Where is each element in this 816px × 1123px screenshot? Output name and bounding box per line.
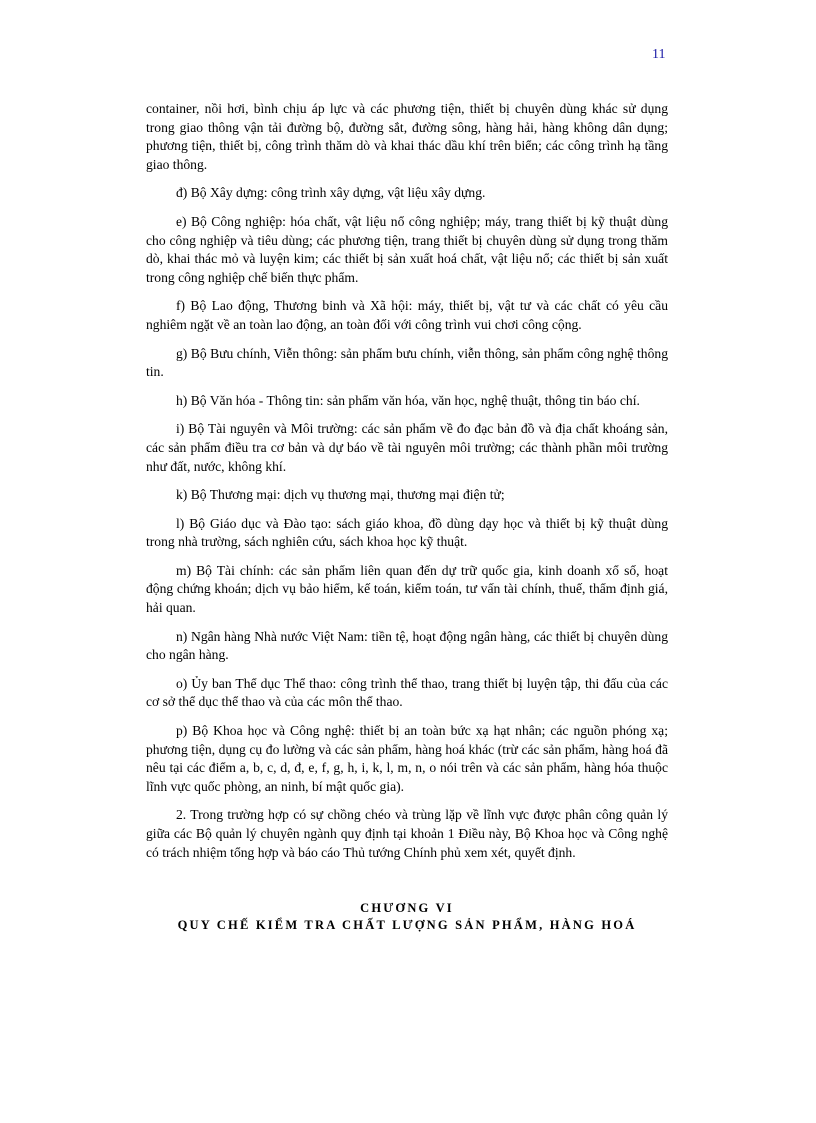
paragraph-item-m: m) Bộ Tài chính: các sản phẩm liên quan đến dự trữ quốc gia, kinh doanh xổ số, hoạt động chứng khoán; dịch vụ bảo hiểm, kế toán, kiểm toán, tư vấn tài chính, thuế, thẩm định giá, hải quan. <box>146 562 668 616</box>
document-body <box>146 100 668 934</box>
paragraph-item-g: g) Bộ Bưu chính, Viễn thông: sản phẩm bưu chính, viễn thông, sản phẩm công nghệ thông tin. <box>146 345 668 380</box>
paragraph-item-h: h) Bộ Văn hóa - Thông tin: sản phẩm văn hóa, văn học, nghệ thuật, thông tin báo chí. <box>176 392 640 408</box>
paragraph-clause-2: 2. Trong trường hợp có sự chồng chéo và trùng lặp về lĩnh vực được phân công quản lý giữa các Bộ quản lý chuyên ngành quy định tại khoản 1 Điều này, Bộ Khoa học và Công nghệ có trách nhiệm tổng hợp và báo cáo Thủ tướng Chính phủ xem xét, quyết định. <box>146 807 668 860</box>
chapter-number: CHƯƠNG VI <box>360 901 454 916</box>
page-number: 11 <box>652 47 666 62</box>
paragraph-item-l: l) Bộ Giáo dục và Đào tạo: sách giáo khoa, đồ dùng dạy học và thiết bị kỹ thuật dùng trong nhà trường, sách nghiên cứu, sách khoa học kỹ thuật. <box>146 515 668 550</box>
paragraph-item-n: n) Ngân hàng Nhà nước Việt Nam: tiền tệ, hoạt động ngân hàng, các thiết bị chuyên dùng cho ngân hàng. <box>146 628 668 663</box>
paragraph-item-f: f) Bộ Lao động, Thương binh và Xã hội: máy, thiết bị, vật tư và các chất có yêu cầu nghiêm ngặt về an toàn lao động, an toàn đối với công trình vui chơi công cộng. <box>146 298 668 332</box>
paragraph-item-i: i) Bộ Tài nguyên và Môi trường: các sản phẩm về đo đạc bản đồ và địa chất khoáng sản, các sản phẩm điều tra cơ bản và dự báo về tài nguyên môi trường; các thành phần môi trường như đất, nước, không khí. <box>146 421 668 474</box>
chapter-heading <box>146 900 668 934</box>
paragraph-item-k: k) Bộ Thương mại: dịch vụ thương mại, thương mại điện tử; <box>176 487 505 503</box>
paragraph-item-o: o) Ủy ban Thể dục Thể thao: công trình thể thao, trang thiết bị luyện tập, thi đấu của các cơ sở thể dục thể thao và của các môn thể thao. <box>146 675 668 710</box>
paragraph-item-dd: đ) Bộ Xây dựng: công trình xây dựng, vật liệu xây dựng. <box>176 185 486 201</box>
paragraph-item-e: e) Bộ Công nghiệp: hóa chất, vật liệu nổ công nghiệp; máy, trang thiết bị kỹ thuật dùng cho công nghiệp và tiêu dùng; các phương tiện, trang thiết bị chuyên dùng sử dụng trong thăm dò, khai thác mỏ và luyện kim; các thiết bị sản xuất hoá chất, vật liệu nổ; các thiết bị sản xuất trong công nghiệp chế biến thực phẩm. <box>146 213 668 285</box>
chapter-title: QUY CHẾ KIỂM TRA CHẤT LƯỢNG SẢN PHẨM, HÀNG HOÁ <box>177 918 637 933</box>
paragraph-continuation: container, nồi hơi, bình chịu áp lực và các phương tiện, thiết bị chuyên dùng khác sử dụng trong giao thông vận tải đường bộ, đường sắt, đường sông, hàng hải, hàng không dân dụng; phương tiện, thiết bị, công trình thăm dò và khai thác dầu khí trên biển; các công trình hạ tầng giao thông. <box>146 101 668 172</box>
paragraph-item-p: p) Bộ Khoa học và Công nghệ: thiết bị an toàn bức xạ hạt nhân; các nguồn phóng xạ; phương tiện, dụng cụ đo lường và các sản phẩm, hàng hoá khác (trừ các sản phẩm, hàng hoá đã nêu tại các điểm a, b, c, d, đ, e, f, g, h, i, k, l, m, n, o nói trên và các sản phẩm, hàng hóa thuộc lĩnh vực quốc phòng, an ninh, bí mật quốc gia). <box>146 723 668 794</box>
